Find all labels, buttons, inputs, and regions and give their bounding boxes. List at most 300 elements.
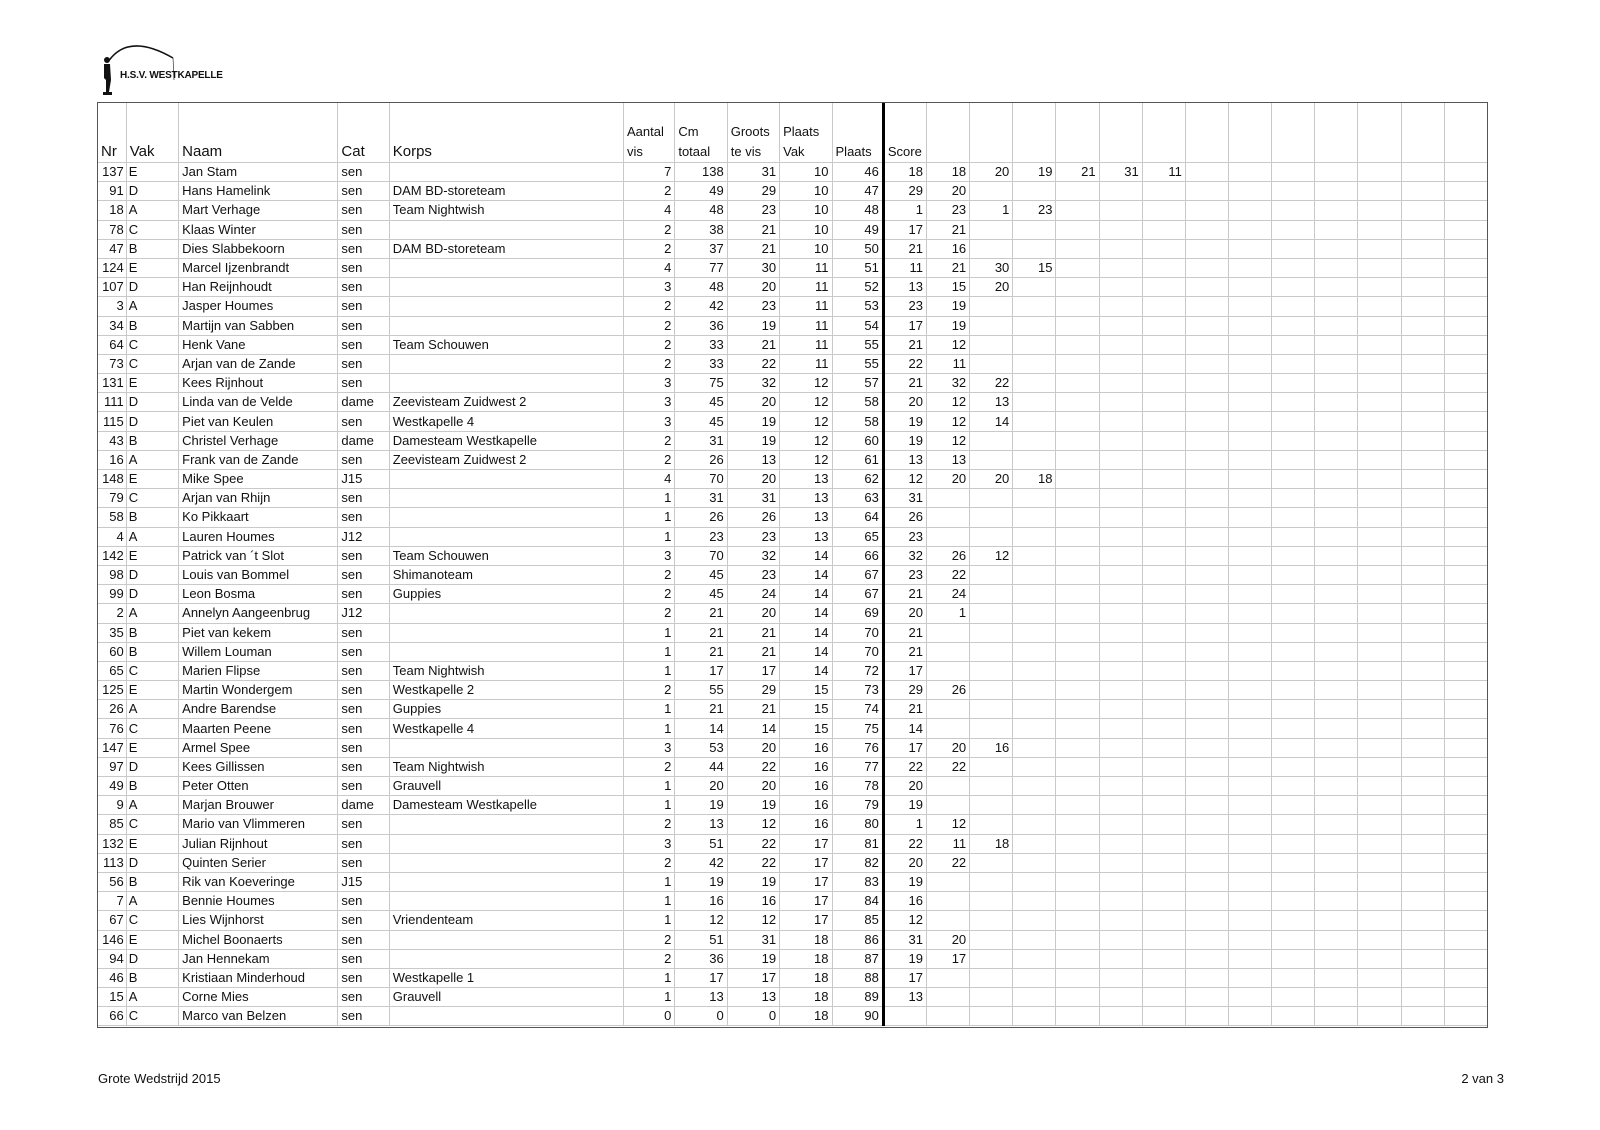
cell-nr: 94 — [98, 949, 127, 968]
cell-score — [1229, 374, 1272, 393]
cell-plaats-vak: 12 — [780, 431, 832, 450]
cell-score — [1272, 796, 1315, 815]
cell-plaats: 87 — [832, 949, 883, 968]
cell-score: 20 — [883, 604, 926, 623]
cell-score — [1013, 354, 1056, 373]
cell-score — [1315, 565, 1358, 584]
cell-korps: Team Schouwen — [389, 335, 623, 354]
cell-score — [1315, 450, 1358, 469]
cell-cm-totaal: 19 — [675, 872, 727, 891]
cell-score — [1185, 681, 1228, 700]
page-number: 2 van 3 — [1461, 1071, 1504, 1086]
cell-score — [1358, 565, 1401, 584]
cell-korps — [389, 642, 623, 661]
cell-score — [1056, 988, 1099, 1007]
cell-score — [1142, 335, 1185, 354]
cell-score: 21 — [1056, 163, 1099, 182]
cell-cat: sen — [338, 585, 389, 604]
cell-cm-totaal: 14 — [675, 719, 727, 738]
cell-nr: 79 — [98, 489, 127, 508]
cell-score — [1358, 220, 1401, 239]
cell-korps — [389, 297, 623, 316]
cell-cm-totaal: 49 — [675, 182, 727, 201]
cell-plaats-vak: 12 — [780, 412, 832, 431]
cell-score: 20 — [883, 777, 926, 796]
cell-score — [1142, 815, 1185, 834]
cell-score — [1315, 719, 1358, 738]
cell-score — [927, 489, 970, 508]
cell-score — [1099, 757, 1142, 776]
cell-score — [1358, 700, 1401, 719]
cell-nr: 91 — [98, 182, 127, 201]
cell-vak: A — [126, 201, 178, 220]
cell-score — [1358, 1007, 1401, 1026]
cell-grootste-vis: 24 — [727, 585, 779, 604]
cell-score — [1401, 642, 1444, 661]
cell-plaats: 50 — [832, 239, 883, 258]
cell-vak: B — [126, 777, 178, 796]
cell-score — [1444, 949, 1487, 968]
cell-cat: sen — [338, 700, 389, 719]
cell-score — [1444, 431, 1487, 450]
cell-grootste-vis: 26 — [727, 508, 779, 527]
cell-score — [1099, 738, 1142, 757]
col-header-nr: Nr — [98, 103, 127, 163]
table-row — [98, 316, 1488, 335]
cell-cm-totaal: 75 — [675, 374, 727, 393]
table-row — [98, 1007, 1488, 1026]
cell-score — [1444, 642, 1487, 661]
cell-naam: Leon Bosma — [179, 585, 338, 604]
cell-vak: B — [126, 239, 178, 258]
cell-nr: 115 — [98, 412, 127, 431]
cell-cat: sen — [338, 450, 389, 469]
cell-vak: E — [126, 258, 178, 277]
col-header-blank — [1229, 103, 1272, 163]
cell-nr: 111 — [98, 393, 127, 412]
cell-score — [1056, 412, 1099, 431]
cell-score — [1401, 777, 1444, 796]
cell-korps: DAM BD-storeteam — [389, 182, 623, 201]
cell-korps — [389, 604, 623, 623]
table-row — [98, 968, 1488, 987]
cell-score — [1315, 949, 1358, 968]
cell-naam: Andre Barendse — [179, 700, 338, 719]
cell-korps — [389, 1007, 623, 1026]
cell-score — [1099, 872, 1142, 891]
cell-naam: Dies Slabbekoorn — [179, 239, 338, 258]
cell-score — [1099, 681, 1142, 700]
cell-score — [1272, 815, 1315, 834]
cell-score — [1185, 258, 1228, 277]
cell-vak: B — [126, 968, 178, 987]
cell-score — [1056, 220, 1099, 239]
cell-naam: Bennie Houmes — [179, 892, 338, 911]
cell-plaats: 74 — [832, 700, 883, 719]
table-row — [98, 182, 1488, 201]
cell-score — [1229, 546, 1272, 565]
cell-cm-totaal: 138 — [675, 163, 727, 182]
cell-cm-totaal: 33 — [675, 335, 727, 354]
cell-naam: Mike Spee — [179, 470, 338, 489]
cell-score — [1444, 335, 1487, 354]
cell-score — [1444, 585, 1487, 604]
cell-korps: Guppies — [389, 700, 623, 719]
cell-score: 19 — [883, 796, 926, 815]
cell-score — [1401, 546, 1444, 565]
cell-korps — [389, 815, 623, 834]
cell-score — [927, 968, 970, 987]
cell-score — [1315, 393, 1358, 412]
cell-score — [927, 700, 970, 719]
cell-score — [1229, 239, 1272, 258]
cell-plaats: 85 — [832, 911, 883, 930]
results-table-body — [98, 103, 1488, 1026]
cell-score — [1013, 872, 1056, 891]
cell-score — [1142, 681, 1185, 700]
cell-score — [1444, 527, 1487, 546]
cell-korps — [389, 892, 623, 911]
cell-korps: Westkapelle 2 — [389, 681, 623, 700]
cell-score — [1099, 546, 1142, 565]
cell-score: 26 — [927, 546, 970, 565]
cell-score — [1272, 412, 1315, 431]
cell-plaats-vak: 13 — [780, 489, 832, 508]
cell-cat: sen — [338, 642, 389, 661]
cell-vak: E — [126, 738, 178, 757]
cell-cm-totaal: 26 — [675, 450, 727, 469]
cell-cat: sen — [338, 201, 389, 220]
cell-score — [1013, 815, 1056, 834]
cell-score — [1315, 700, 1358, 719]
cell-score: 13 — [883, 450, 926, 469]
cell-cm-totaal: 45 — [675, 585, 727, 604]
cell-grootste-vis: 29 — [727, 681, 779, 700]
cell-grootste-vis: 19 — [727, 431, 779, 450]
cell-aantal-vis: 2 — [623, 450, 674, 469]
cell-score: 21 — [927, 220, 970, 239]
cell-plaats: 58 — [832, 393, 883, 412]
cell-score: 22 — [883, 834, 926, 853]
cell-score — [1444, 470, 1487, 489]
cell-naam: Frank van de Zande — [179, 450, 338, 469]
cell-aantal-vis: 1 — [623, 527, 674, 546]
cell-vak: A — [126, 892, 178, 911]
cell-score — [1272, 565, 1315, 584]
cell-plaats-vak: 16 — [780, 815, 832, 834]
cell-grootste-vis: 23 — [727, 297, 779, 316]
cell-score — [1358, 815, 1401, 834]
cell-vak: C — [126, 815, 178, 834]
table-row — [98, 796, 1488, 815]
table-row — [98, 546, 1488, 565]
cell-naam: Julian Rijnhout — [179, 834, 338, 853]
cell-score — [1229, 1007, 1272, 1026]
cell-aantal-vis: 1 — [623, 988, 674, 1007]
cell-plaats-vak: 10 — [780, 201, 832, 220]
cell-score — [1315, 777, 1358, 796]
cell-score — [1142, 278, 1185, 297]
cell-score — [1401, 719, 1444, 738]
cell-score — [1229, 681, 1272, 700]
cell-score: 12 — [927, 815, 970, 834]
cell-score — [1229, 738, 1272, 757]
cell-cm-totaal: 23 — [675, 527, 727, 546]
table-row — [98, 853, 1488, 872]
cell-score — [1185, 565, 1228, 584]
cell-aantal-vis: 3 — [623, 546, 674, 565]
cell-grootste-vis: 19 — [727, 796, 779, 815]
cell-score — [1142, 508, 1185, 527]
cell-nr: 43 — [98, 431, 127, 450]
cell-score — [1444, 489, 1487, 508]
cell-naam: Louis van Bommel — [179, 565, 338, 584]
cell-nr: 26 — [98, 700, 127, 719]
cell-score — [927, 911, 970, 930]
cell-score — [1315, 872, 1358, 891]
cell-score — [970, 681, 1013, 700]
cell-korps — [389, 316, 623, 335]
cell-score — [1315, 163, 1358, 182]
cell-cm-totaal: 42 — [675, 853, 727, 872]
cell-score — [1401, 182, 1444, 201]
cell-score: 29 — [883, 681, 926, 700]
cell-naam: Kristiaan Minderhoud — [179, 968, 338, 987]
cell-plaats: 52 — [832, 278, 883, 297]
cell-aantal-vis: 2 — [623, 431, 674, 450]
cell-score — [1013, 757, 1056, 776]
cell-score — [1401, 239, 1444, 258]
cell-cm-totaal: 21 — [675, 642, 727, 661]
cell-score — [1272, 527, 1315, 546]
cell-plaats-vak: 13 — [780, 508, 832, 527]
cell-score — [970, 815, 1013, 834]
cell-korps — [389, 527, 623, 546]
cell-score — [1056, 1007, 1099, 1026]
cell-score — [1185, 412, 1228, 431]
cell-nr: 131 — [98, 374, 127, 393]
cell-aantal-vis: 2 — [623, 565, 674, 584]
cell-score — [1401, 949, 1444, 968]
cell-score — [970, 316, 1013, 335]
cell-plaats-vak: 15 — [780, 700, 832, 719]
cell-score — [1056, 393, 1099, 412]
cell-korps: DAM BD-storeteam — [389, 239, 623, 258]
cell-score — [1401, 297, 1444, 316]
cell-score — [1185, 239, 1228, 258]
cell-score — [1315, 412, 1358, 431]
cell-cat: sen — [338, 892, 389, 911]
table-row — [98, 201, 1488, 220]
cell-cat: sen — [338, 297, 389, 316]
col-header-naam: Naam — [179, 103, 338, 163]
cell-score — [1358, 239, 1401, 258]
cell-score — [1444, 968, 1487, 987]
cell-korps: Team Nightwish — [389, 757, 623, 776]
cell-score — [1444, 393, 1487, 412]
cell-score — [1013, 834, 1056, 853]
cell-nr: 60 — [98, 642, 127, 661]
cell-vak: D — [126, 182, 178, 201]
table-row — [98, 777, 1488, 796]
cell-score: 16 — [970, 738, 1013, 757]
cell-score — [1444, 565, 1487, 584]
cell-score — [1142, 911, 1185, 930]
cell-score: 15 — [927, 278, 970, 297]
cell-score — [1358, 431, 1401, 450]
cell-score — [1358, 661, 1401, 680]
cell-naam: Piet van kekem — [179, 623, 338, 642]
cell-plaats: 81 — [832, 834, 883, 853]
cell-score — [1315, 508, 1358, 527]
cell-score — [1185, 968, 1228, 987]
cell-cm-totaal: 45 — [675, 565, 727, 584]
cell-score — [1401, 661, 1444, 680]
cell-score — [1056, 585, 1099, 604]
col-header-blank — [927, 103, 970, 163]
table-row — [98, 508, 1488, 527]
cell-plaats-vak: 16 — [780, 777, 832, 796]
cell-score — [1272, 757, 1315, 776]
cell-score — [1444, 777, 1487, 796]
cell-score — [1444, 163, 1487, 182]
cell-score — [1229, 316, 1272, 335]
cell-score: 20 — [927, 470, 970, 489]
table-row — [98, 565, 1488, 584]
cell-score — [1099, 201, 1142, 220]
cell-score — [1013, 546, 1056, 565]
cell-score: 30 — [970, 258, 1013, 277]
cell-score — [1142, 470, 1185, 489]
cell-score — [1142, 258, 1185, 277]
cell-score — [1444, 182, 1487, 201]
cell-korps: Damesteam Westkapelle — [389, 431, 623, 450]
cell-grootste-vis: 31 — [727, 163, 779, 182]
cell-score — [1185, 470, 1228, 489]
cell-score — [1229, 585, 1272, 604]
cell-score — [1229, 777, 1272, 796]
cell-score — [1142, 892, 1185, 911]
cell-vak: A — [126, 988, 178, 1007]
cell-korps — [389, 470, 623, 489]
cell-score — [1401, 872, 1444, 891]
cell-score — [1315, 354, 1358, 373]
cell-grootste-vis: 22 — [727, 757, 779, 776]
cell-naam: Peter Otten — [179, 777, 338, 796]
cell-nr: 99 — [98, 585, 127, 604]
cell-cm-totaal: 19 — [675, 796, 727, 815]
cell-grootste-vis: 30 — [727, 258, 779, 277]
cell-score: 21 — [883, 239, 926, 258]
cell-grootste-vis: 13 — [727, 450, 779, 469]
cell-score — [1013, 527, 1056, 546]
cell-score — [1185, 623, 1228, 642]
cell-score — [1229, 872, 1272, 891]
cell-nr: 67 — [98, 911, 127, 930]
cell-score — [1401, 853, 1444, 872]
cell-cat: sen — [338, 815, 389, 834]
cell-score — [1056, 470, 1099, 489]
cell-plaats: 46 — [832, 163, 883, 182]
cell-score — [1142, 412, 1185, 431]
cell-score — [1013, 508, 1056, 527]
cell-score — [1358, 853, 1401, 872]
cell-score: 13 — [883, 988, 926, 1007]
cell-naam: Arjan van de Zande — [179, 354, 338, 373]
cell-score — [1056, 604, 1099, 623]
cell-grootste-vis: 21 — [727, 239, 779, 258]
cell-score — [970, 239, 1013, 258]
cell-score — [1358, 470, 1401, 489]
cell-score — [1401, 258, 1444, 277]
cell-plaats: 62 — [832, 470, 883, 489]
cell-score — [1013, 642, 1056, 661]
cell-score — [1185, 777, 1228, 796]
cell-korps: Grauvell — [389, 988, 623, 1007]
cell-score — [1315, 470, 1358, 489]
table-row — [98, 988, 1488, 1007]
cell-score — [1056, 489, 1099, 508]
cell-plaats-vak: 12 — [780, 374, 832, 393]
cell-vak: C — [126, 220, 178, 239]
cell-score — [1272, 968, 1315, 987]
cell-cm-totaal: 21 — [675, 604, 727, 623]
cell-score — [927, 527, 970, 546]
cell-korps — [389, 930, 623, 949]
cell-plaats: 75 — [832, 719, 883, 738]
cell-score: 20 — [883, 853, 926, 872]
cell-score — [1444, 661, 1487, 680]
cell-grootste-vis: 16 — [727, 892, 779, 911]
cell-score — [1272, 201, 1315, 220]
cell-score — [1401, 412, 1444, 431]
cell-score — [1315, 738, 1358, 757]
cell-cm-totaal: 31 — [675, 431, 727, 450]
cell-score — [1185, 393, 1228, 412]
cell-vak: E — [126, 681, 178, 700]
cell-aantal-vis: 2 — [623, 316, 674, 335]
cell-plaats: 86 — [832, 930, 883, 949]
cell-nr: 65 — [98, 661, 127, 680]
cell-score — [970, 354, 1013, 373]
cell-score — [970, 872, 1013, 891]
cell-score: 23 — [1013, 201, 1056, 220]
cell-plaats: 55 — [832, 354, 883, 373]
cell-korps — [389, 258, 623, 277]
cell-score — [1358, 182, 1401, 201]
cell-score: 22 — [927, 853, 970, 872]
cell-score — [1142, 623, 1185, 642]
cell-plaats: 60 — [832, 431, 883, 450]
cell-score: 18 — [883, 163, 926, 182]
cell-grootste-vis: 20 — [727, 393, 779, 412]
cell-score — [1142, 450, 1185, 469]
cell-score — [1056, 796, 1099, 815]
cell-score — [1142, 354, 1185, 373]
cell-score: 20 — [927, 738, 970, 757]
cell-cm-totaal: 36 — [675, 949, 727, 968]
cell-score — [1358, 546, 1401, 565]
cell-score — [1315, 316, 1358, 335]
cell-score — [1272, 335, 1315, 354]
cell-score — [1056, 450, 1099, 469]
cell-score — [927, 661, 970, 680]
cell-score — [1272, 585, 1315, 604]
cell-score — [1013, 335, 1056, 354]
cell-score — [1401, 968, 1444, 987]
cell-score — [1013, 565, 1056, 584]
cell-score — [927, 777, 970, 796]
